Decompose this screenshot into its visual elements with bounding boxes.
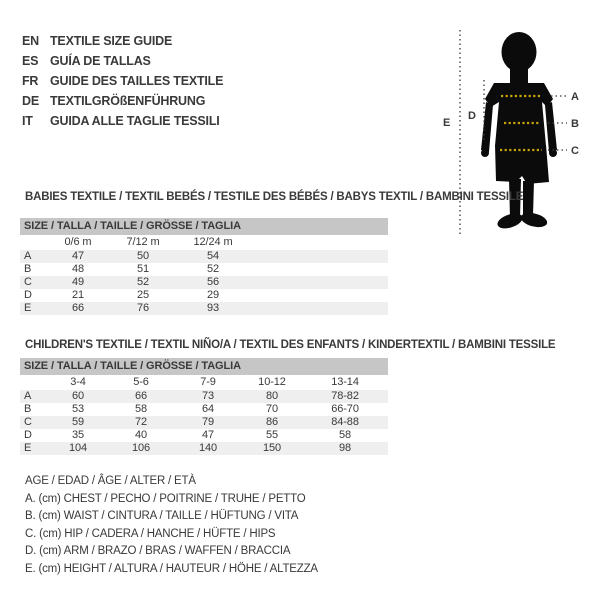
language-code: EN	[22, 34, 39, 48]
table-header-bar	[20, 218, 388, 235]
table-row	[20, 263, 388, 276]
cell: 76	[108, 302, 178, 315]
table-header-label: SIZE / TALLA / TAILLE / GRÖSSE / TAGLIA	[20, 218, 388, 235]
cell: 52	[206, 263, 220, 275]
cell: 106	[108, 442, 174, 455]
language-code: FR	[22, 74, 39, 88]
language-code: IT	[22, 114, 33, 128]
column-header: 13-14	[331, 376, 359, 388]
language-code: DE	[22, 94, 39, 108]
cell: 86	[242, 416, 302, 429]
language-row	[22, 51, 223, 71]
cell: 35	[71, 429, 85, 441]
children-size-table	[20, 358, 388, 455]
figure-label-e: E	[443, 117, 451, 129]
table-row	[20, 429, 388, 442]
cell: 59	[48, 416, 108, 429]
cell: 58	[134, 403, 148, 415]
cell: 54	[178, 250, 248, 263]
column-header: 10-12	[258, 376, 286, 388]
cell: 52	[108, 276, 178, 289]
cell: 70	[265, 403, 279, 415]
cell: 66	[48, 302, 108, 315]
cell: 58	[339, 429, 352, 441]
row-label: D	[24, 429, 32, 441]
cell: 79	[174, 416, 242, 429]
row-label: C	[20, 276, 48, 289]
table-row	[20, 289, 388, 302]
cell: 80	[242, 390, 302, 403]
cell: 78-82	[302, 390, 388, 403]
column-header: 0/6 m	[64, 236, 92, 248]
cell: 29	[206, 289, 220, 301]
legend-line-age: AGE / EDAD / ÂGE / ALTER / ETÀ	[25, 475, 196, 487]
cell: 150	[242, 442, 302, 455]
cell: 49	[48, 276, 108, 289]
babies-size-table	[20, 218, 388, 315]
cell: 53	[71, 403, 85, 415]
measurement-figure	[430, 18, 600, 250]
language-list	[22, 31, 223, 131]
figure-label-a: A	[571, 91, 579, 103]
cell: 60	[48, 390, 108, 403]
cell: 51	[136, 263, 150, 275]
cell: 140	[174, 442, 242, 455]
cell: 66	[108, 390, 174, 403]
cell: 21	[71, 289, 85, 301]
row-label: E	[20, 442, 48, 455]
cell: 84-88	[302, 416, 388, 429]
cell: 47	[201, 429, 215, 441]
cell: 72	[108, 416, 174, 429]
language-title: TEXTILE SIZE GUIDE	[50, 34, 173, 48]
row-label: C	[20, 416, 48, 429]
language-code: ES	[22, 54, 39, 68]
table-row	[20, 390, 388, 403]
cell: 73	[174, 390, 242, 403]
cell: 66-70	[331, 403, 359, 415]
babies-section-title: BABIES TEXTILE / TEXTIL BEBÉS / TESTILE DES BÉBÉS / BABYS TEXTIL / BAMBINI TESSILE	[25, 191, 524, 203]
table-row	[20, 250, 388, 263]
language-title: GUIDE DES TAILLES TEXTILE	[50, 74, 224, 88]
column-header: 7/12 m	[126, 236, 160, 248]
cell: 55	[265, 429, 279, 441]
row-label: A	[20, 390, 48, 403]
column-header: 3-4	[70, 376, 86, 388]
cell: 40	[134, 429, 148, 441]
column-header: 12/24 m	[193, 236, 233, 248]
cell: 50	[108, 250, 178, 263]
legend-line-hip: C. (cm) HIP / CADERA / HANCHE / HÜFTE / HIPS	[25, 527, 276, 540]
table-row	[20, 442, 388, 455]
language-title: TEXTILGRÖßENFÜHRUNG	[50, 94, 206, 108]
cell: 47	[48, 250, 108, 263]
cell: 64	[201, 403, 215, 415]
table-header-label: SIZE / TALLA / TAILLE / GRÖSSE / TAGLIA	[20, 358, 388, 375]
language-title: GUIDA ALLE TAGLIE TESSILI	[50, 114, 220, 128]
cell: 56	[178, 276, 248, 289]
cell: 25	[136, 289, 150, 301]
measurement-legend	[25, 473, 318, 578]
language-title: GUÍA DE TALLAS	[50, 54, 151, 68]
language-row	[22, 71, 223, 91]
table-row	[20, 403, 388, 416]
language-row	[22, 111, 223, 131]
cell: 93	[178, 302, 248, 315]
legend-line-height: E. (cm) HEIGHT / ALTURA / HAUTEUR / HÖHE / ALTEZZA	[25, 562, 318, 575]
table-row	[20, 416, 388, 429]
column-header-row	[20, 235, 388, 250]
legend-line-chest: A. (cm) CHEST / PECHO / POITRINE / TRUHE / PETTO	[25, 492, 306, 505]
figure-label-c: C	[571, 145, 579, 157]
row-label: D	[24, 289, 32, 301]
cell: 104	[48, 442, 108, 455]
cell: 98	[302, 442, 388, 455]
figure-label-b: B	[571, 118, 579, 130]
legend-line-waist: B. (cm) WAIST / CINTURA / TAILLE / HÜFTUNG / VITA	[25, 510, 299, 522]
row-label: E	[20, 302, 48, 315]
cell: 48	[71, 263, 85, 275]
column-header-row	[20, 375, 388, 390]
column-header: 5-6	[133, 376, 149, 388]
column-header: 7-9	[200, 376, 216, 388]
language-row	[22, 91, 223, 111]
table-row	[20, 276, 388, 289]
row-label: A	[20, 250, 48, 263]
table-header-bar	[20, 358, 388, 375]
table-row	[20, 302, 388, 315]
row-label: B	[24, 263, 32, 275]
row-label: B	[24, 403, 32, 415]
legend-line-arm: D. (cm) ARM / BRAZO / BRAS / WAFFEN / BRACCIA	[25, 545, 291, 557]
figure-label-d: D	[468, 110, 476, 122]
language-row	[22, 31, 223, 51]
children-section-title: CHILDREN'S TEXTILE / TEXTIL NIÑO/A / TEXTIL DES ENFANTS / KINDERTEXTIL / BAMBINI TESSILE	[25, 339, 556, 351]
